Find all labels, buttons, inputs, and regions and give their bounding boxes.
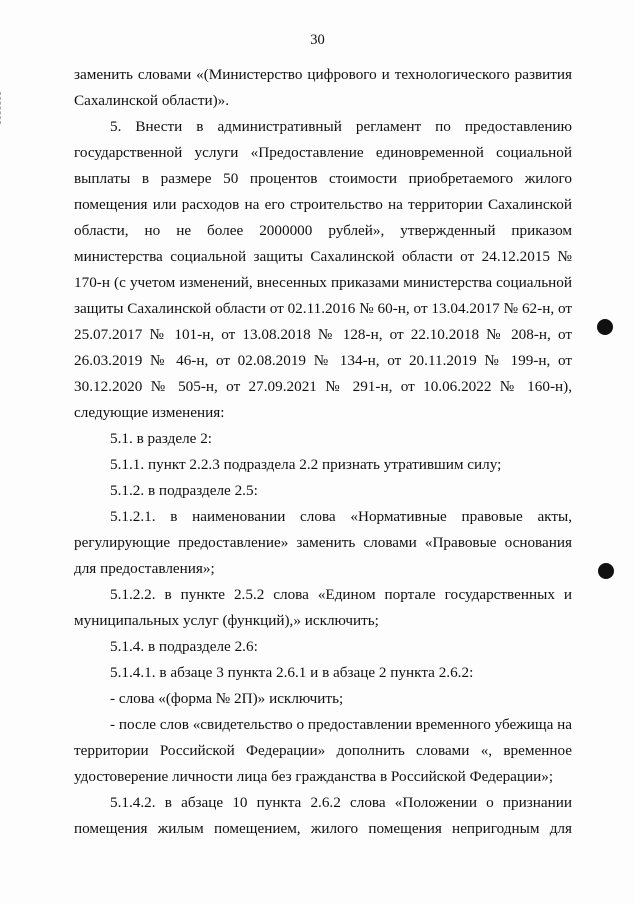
paragraph-continuation: заменить словами «(Министерство цифрового и технологического развития Сахалинской области)». [74, 66, 572, 109]
paragraph-item-5-1-2: 5.1.2. в подразделе 2.5: [110, 482, 258, 499]
paragraph-item-5-1-4-2: 5.1.4.2. в абзаце 10 пункта 2.6.2 слова «Положении о признании помещения жилым помещением, жилого помещения непригодным для [74, 794, 572, 837]
paragraph-item-5-1-4-1: 5.1.4.1. в абзаце 3 пункта 2.6.1 и в абзаце 2 пункта 2.6.2: [110, 664, 474, 681]
paragraph-item-5-1-2-2: 5.1.2.2. в пункте 2.5.2 слова «Едином портале государственных и муниципальных услуг (функций),» исключить; [74, 586, 572, 629]
punch-hole-mark-lower [598, 563, 614, 579]
document-body [74, 62, 572, 842]
paragraph-item-5-1-2-1: 5.1.2.1. в наименовании слова «Нормативные правовые акты, регулирующие предоставление» заменить словами «Правовые основания для предоставления»; [74, 508, 572, 577]
paragraph-dash-2: - после слов «свидетельство о предоставлении временного убежища на территории Российской Федерации» дополнить словами «, временное удостоверение личности лица без гражданства в Российской Федерации»; [74, 716, 572, 785]
paragraph-item-5-1-1: 5.1.1. пункт 2.2.3 подраздела 2.2 признать утратившим силу; [110, 456, 502, 473]
page-number: 30 [310, 32, 325, 48]
page-edge-mark [0, 92, 3, 124]
paragraph-item-5: 5. Внести в административный регламент по предоставлению государственной услуги «Предоставление единовременной социальной выплаты в размере 50 процентов стоимости приобретаемого жилого помещения или расходов на его строительство на территории Сахалинской области, но не более 2000000 рублей», утвержденный приказом министерства социальной защиты Сахалинской области от 24.12.2015 № 170-н (с учетом изменений, внесенных приказами министерства социальной защиты Сахалинской области от 02.11.2016 № 60-н, от 13.04.2017 № 62-н, от 25.07.2017 № 101-н, от 13.08.2018 № 128-н, от 22.10.2018 № 208-н, от 26.03.2019 № 46-н, от 02.08.2019 № 134-н, от 20.11.2019 № 199-н, от 30.12.2020 № 505-н, от 27.09.2021 № 291-н, от 10.06.2022 № 160-н), следующие изменения: [74, 118, 572, 421]
paragraph-item-5-1-4: 5.1.4. в подразделе 2.6: [110, 638, 258, 655]
punch-hole-mark-upper [597, 319, 613, 335]
paragraph-dash-1: - слова «(форма № 2П)» исключить; [110, 690, 344, 707]
paragraph-item-5-1: 5.1. в разделе 2: [110, 430, 213, 447]
